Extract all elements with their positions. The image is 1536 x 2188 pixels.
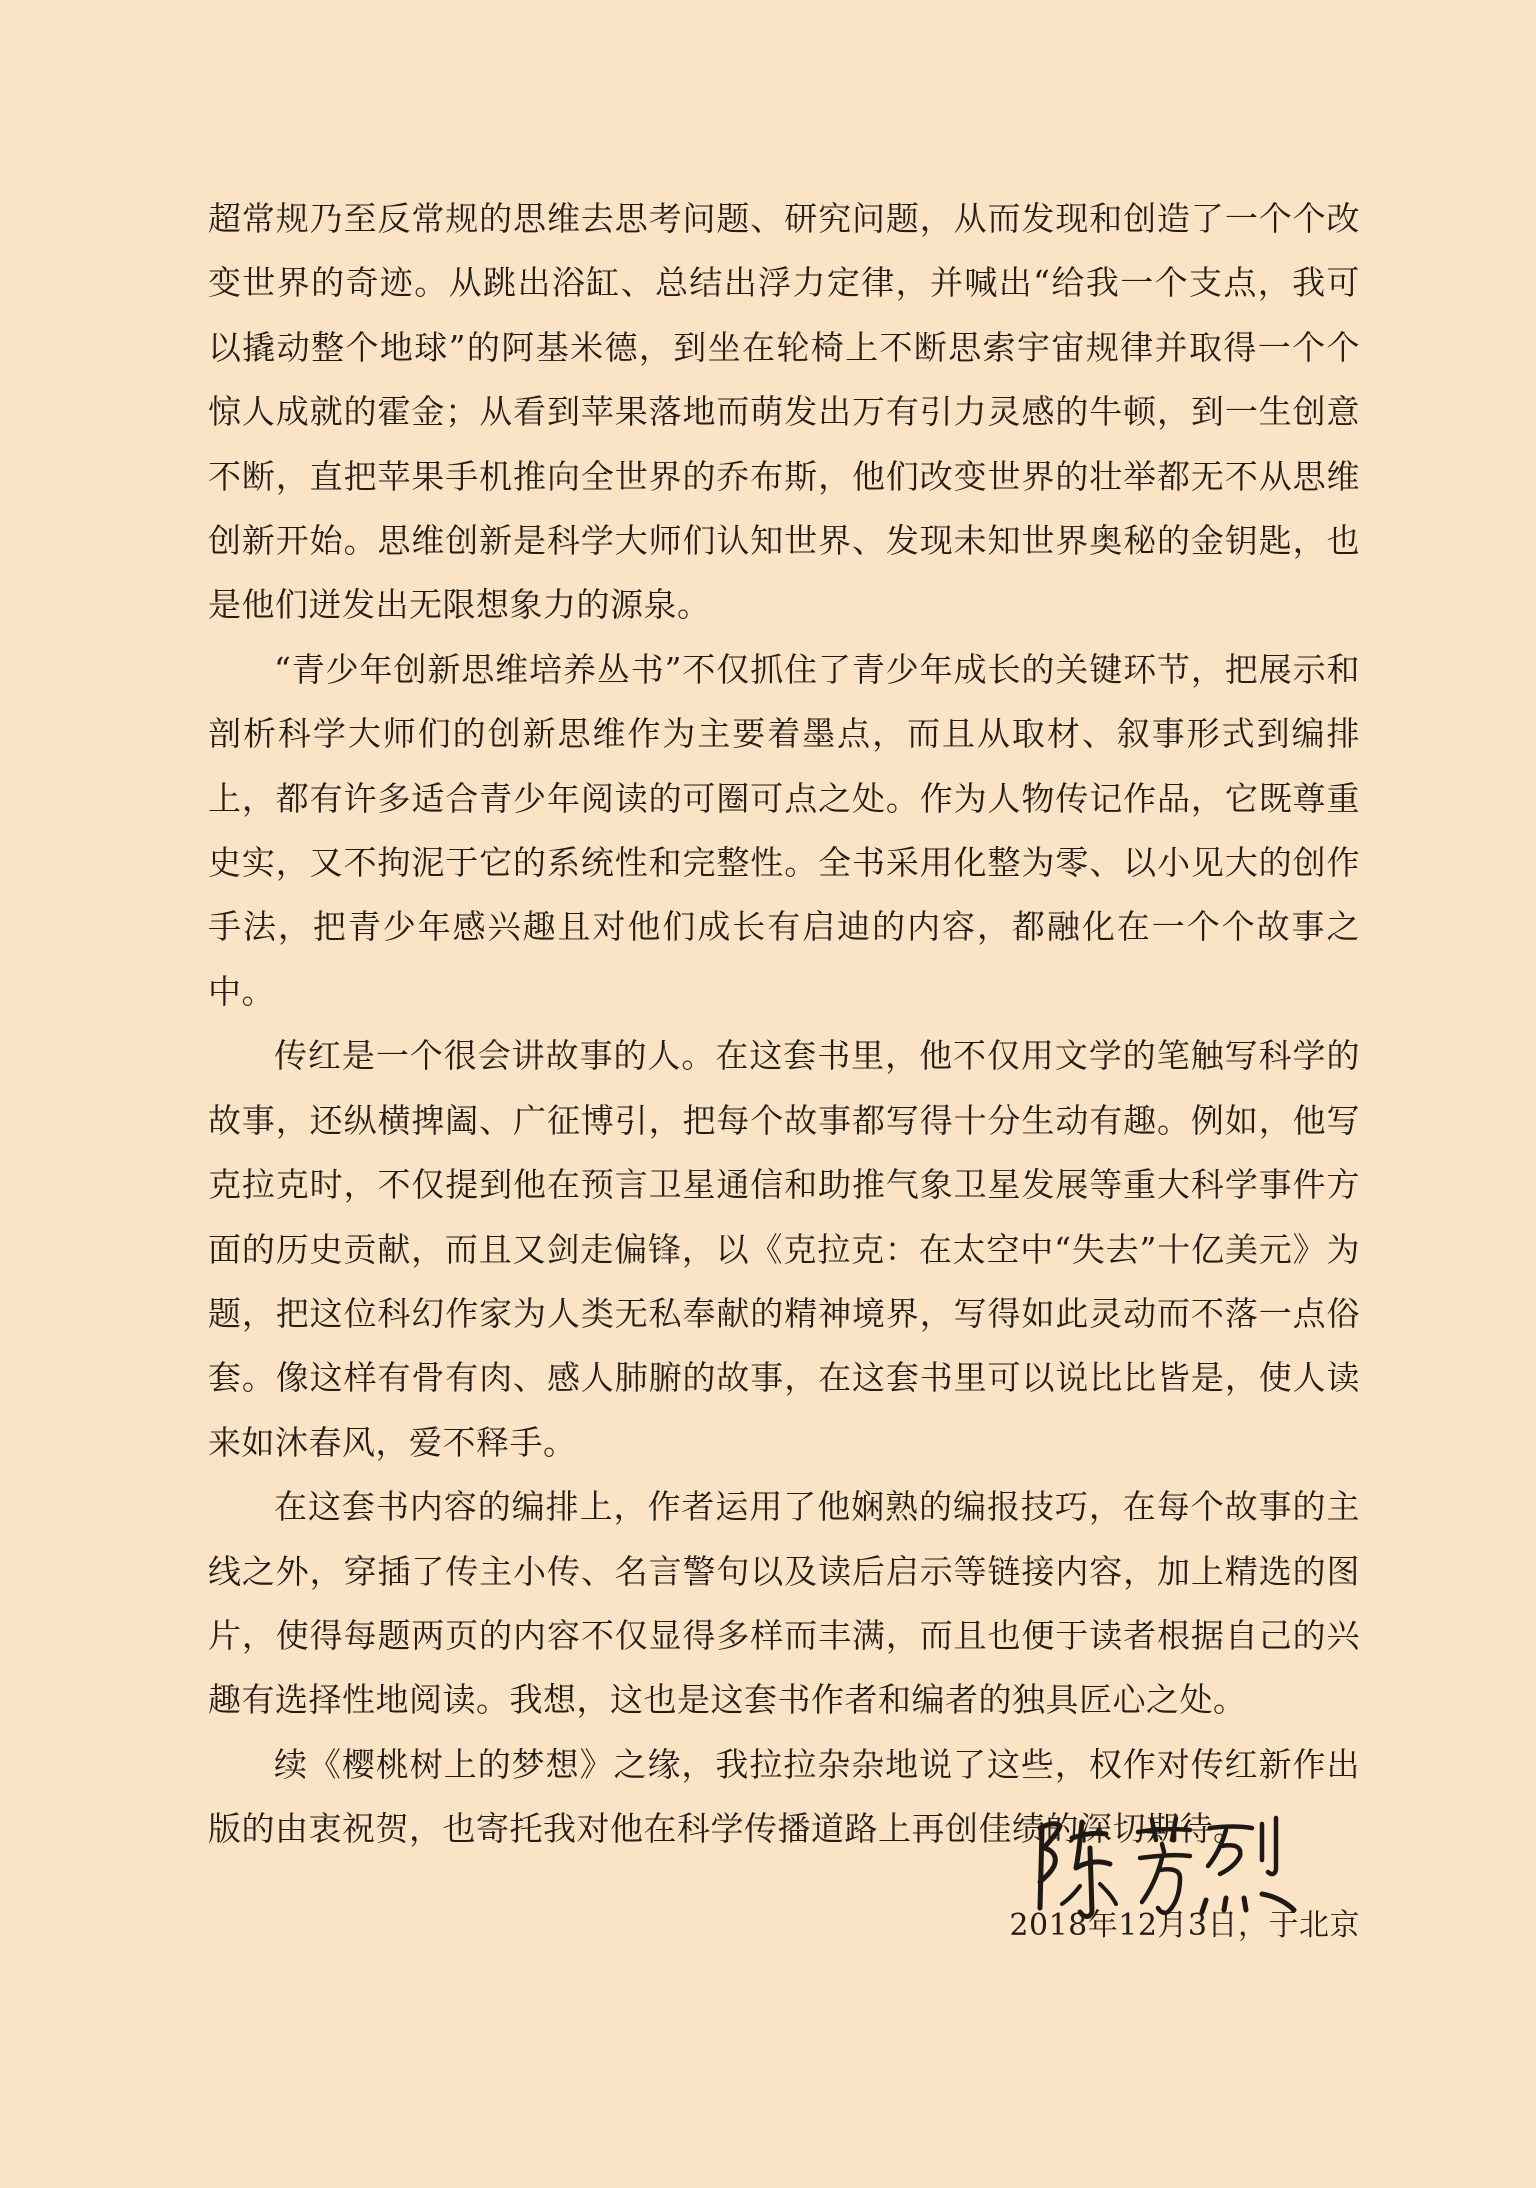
paragraph: “青少年创新思维培养丛书”不仅抓住了青少年成长的关键环节，把展示和剖析科学大师们的创新思维作为主要着墨点，而且从取材、叙事形式到编排上，都有许多适合青少年阅读的可圈可点之处。作为人物传记作品，它既尊重史实，又不拘泥于它的系统性和完整性。全书采用化整为零、以小见大的创作手法，把青少年感兴趣且对他们成长有启迪的内容，都融化在一个个故事之中。: [208, 649, 1360, 1011]
body-text: [208, 187, 1360, 1862]
paragraph: 在这套书内容的编排上，作者运用了他娴熟的编报技巧，在每个故事的主线之外，穿插了传主小传、名言警句以及读后启示等链接内容，加上精选的图片，使得每题两页的内容不仅显得多样而丰满，而且也便于读者根据自己的兴趣有选择性地阅读。我想，这也是这套书作者和编者的独具匠心之处。: [208, 1487, 1360, 1720]
paragraph: 续《樱桃树上的梦想》之缘，我拉拉杂杂地说了这些，权作对传红新作出版的由衷祝贺，也寄托我对他在科学传播道路上再创佳绩的深切期待。: [208, 1744, 1360, 1849]
paragraph: 传红是一个很会讲故事的人。在这套书里，他不仅用文学的笔触写科学的故事，还纵横捭阖、广征博引，把每个故事都写得十分生动有趣。例如，他写克拉克时，不仅提到他在预言卫星通信和助推气象卫星发展等重大科学事件方面的历史贡献，而且又剑走偏锋，以《克拉克：在太空中“失去”十亿美元》为题，把这位科幻作家为人类无私奉献的精神境界，写得如此灵动而不落一点俗套。像这样有骨有肉、感人肺腑的故事，在这套书里可以说比比皆是，使人读来如沐春风，爱不释手。: [208, 1036, 1360, 1462]
date-location-line: 2018年12月3日，于北京: [1009, 1908, 1360, 1943]
paragraph-continued: 超常规乃至反常规的思维去思考问题、研究问题，从而发现和创造了一个个改变世界的奇迹。从跳出浴缸、总结出浮力定律，并喊出“给我一个支点，我可以撬动整个地球”的阿基米德，到坐在轮椅上不断思索宇宙规律并取得一个个惊人成就的霍金；从看到苹果落地而萌发出万有引力灵感的牛顿，到一生创意不断，直把苹果手机推向全世界的乔布斯，他们改变世界的壮举都无不从思维创新开始。思维创新是科学大师们认知世界、发现未知世界奥秘的金钥匙，也是他们迸发出无限想象力的源泉。: [208, 199, 1360, 625]
